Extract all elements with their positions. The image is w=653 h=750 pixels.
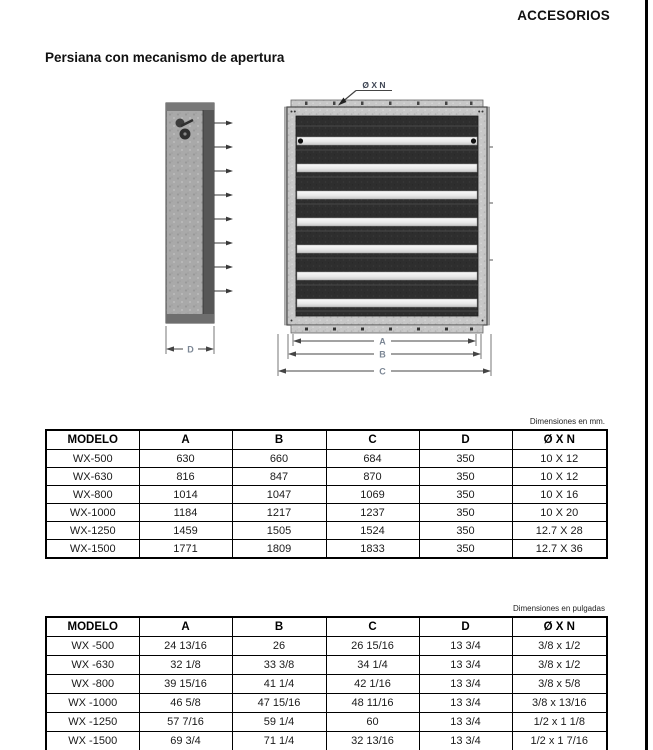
cell-oxn: 1/2 x 1 1/8 bbox=[512, 713, 607, 732]
inches-table-section bbox=[45, 603, 606, 750]
cell-b: 1217 bbox=[232, 504, 326, 522]
cell-b: 26 bbox=[232, 637, 326, 656]
table-row bbox=[46, 522, 607, 540]
table-header-row bbox=[46, 617, 607, 637]
col-header-modelo: MODELO bbox=[46, 617, 139, 637]
col-header-c: C bbox=[326, 617, 419, 637]
cell-a: 1771 bbox=[139, 540, 232, 559]
cell-a: 1014 bbox=[139, 486, 232, 504]
cell-c: 48 11/16 bbox=[326, 694, 419, 713]
col-header-a: A bbox=[139, 617, 232, 637]
cell-modelo: WX -800 bbox=[46, 675, 139, 694]
cell-d: 350 bbox=[419, 450, 512, 468]
mm-table-caption: Dimensiones en mm. bbox=[529, 417, 605, 426]
cell-oxn: 3/8 x 13/16 bbox=[512, 694, 607, 713]
cell-modelo: WX -1000 bbox=[46, 694, 139, 713]
cell-b: 47 15/16 bbox=[232, 694, 326, 713]
cell-c: 42 1/16 bbox=[326, 675, 419, 694]
cell-b: 1505 bbox=[232, 522, 326, 540]
cell-c: 1524 bbox=[326, 522, 419, 540]
cell-b: 660 bbox=[232, 450, 326, 468]
cell-d: 13 3/4 bbox=[419, 732, 512, 750]
cell-oxn: 10 X 16 bbox=[512, 486, 607, 504]
table-row bbox=[46, 450, 607, 468]
cell-a: 1459 bbox=[139, 522, 232, 540]
cell-c: 26 15/16 bbox=[326, 637, 419, 656]
table-row bbox=[46, 694, 607, 713]
cell-d: 13 3/4 bbox=[419, 675, 512, 694]
table-row bbox=[46, 468, 607, 486]
col-header-b: B bbox=[232, 430, 326, 450]
col-header-d: D bbox=[419, 430, 512, 450]
cell-oxn: 3/8 x 1/2 bbox=[512, 656, 607, 675]
col-header-modelo: MODELO bbox=[46, 430, 139, 450]
inches-table-caption: Dimensiones en pulgadas bbox=[512, 604, 605, 613]
cell-c: 34 1/4 bbox=[326, 656, 419, 675]
cell-d: 13 3/4 bbox=[419, 656, 512, 675]
table-row bbox=[46, 504, 607, 522]
cell-modelo: WX -1250 bbox=[46, 713, 139, 732]
col-header-d: D bbox=[419, 617, 512, 637]
cell-c: 1069 bbox=[326, 486, 419, 504]
cell-oxn: 10 X 20 bbox=[512, 504, 607, 522]
cell-modelo: WX-800 bbox=[46, 486, 139, 504]
cell-modelo: WX-1250 bbox=[46, 522, 139, 540]
cell-modelo: WX-500 bbox=[46, 450, 139, 468]
cell-c: 1237 bbox=[326, 504, 419, 522]
cell-d: 13 3/4 bbox=[419, 694, 512, 713]
dimension-a bbox=[293, 337, 476, 347]
cell-oxn: 12.7 X 28 bbox=[512, 522, 607, 540]
cell-oxn: 3/8 x 5/8 bbox=[512, 675, 607, 694]
page-header: ACCESORIOS bbox=[517, 8, 610, 23]
cell-a: 46 5/8 bbox=[139, 694, 232, 713]
col-header-b: B bbox=[232, 617, 326, 637]
cell-modelo: WX-630 bbox=[46, 468, 139, 486]
cell-b: 71 1/4 bbox=[232, 732, 326, 750]
dimension-abc bbox=[278, 334, 491, 377]
hole-callout-label: Ø X N bbox=[362, 80, 386, 90]
table-row bbox=[46, 732, 607, 750]
col-header-oxn: Ø X N bbox=[512, 430, 607, 450]
cell-a: 39 15/16 bbox=[139, 675, 232, 694]
col-header-c: C bbox=[326, 430, 419, 450]
dim-label-d: D bbox=[187, 344, 194, 355]
blade-pins bbox=[214, 121, 233, 294]
table-row bbox=[46, 675, 607, 694]
cell-b: 847 bbox=[232, 468, 326, 486]
cell-modelo: WX -1500 bbox=[46, 732, 139, 750]
front-view bbox=[285, 100, 494, 333]
cell-a: 24 13/16 bbox=[139, 637, 232, 656]
table-row bbox=[46, 713, 607, 732]
table-header-row bbox=[46, 430, 607, 450]
col-header-a: A bbox=[139, 430, 232, 450]
cell-d: 350 bbox=[419, 486, 512, 504]
cell-d: 350 bbox=[419, 504, 512, 522]
cell-oxn: 1/2 x 1 7/16 bbox=[512, 732, 607, 750]
table-row bbox=[46, 637, 607, 656]
cell-b: 1047 bbox=[232, 486, 326, 504]
cell-d: 13 3/4 bbox=[419, 637, 512, 656]
cell-d: 350 bbox=[419, 468, 512, 486]
cell-d: 13 3/4 bbox=[419, 713, 512, 732]
inches-dimensions-table bbox=[45, 616, 608, 750]
cell-b: 59 1/4 bbox=[232, 713, 326, 732]
cell-oxn: 10 X 12 bbox=[512, 450, 607, 468]
cell-oxn: 10 X 12 bbox=[512, 468, 607, 486]
dim-label-a: A bbox=[379, 336, 386, 347]
cell-b: 1809 bbox=[232, 540, 326, 559]
dimension-c bbox=[278, 367, 491, 377]
dim-label-c: C bbox=[379, 366, 386, 377]
cell-c: 32 13/16 bbox=[326, 732, 419, 750]
mm-dimensions-table bbox=[45, 429, 608, 559]
page-title: Persiana con mecanismo de apertura bbox=[45, 50, 285, 65]
table-row bbox=[46, 656, 607, 675]
cell-d: 350 bbox=[419, 522, 512, 540]
mm-table-section bbox=[45, 416, 606, 559]
cell-oxn: 12.7 X 36 bbox=[512, 540, 607, 559]
cell-a: 32 1/8 bbox=[139, 656, 232, 675]
cell-oxn: 3/8 x 1/2 bbox=[512, 637, 607, 656]
cell-a: 1184 bbox=[139, 504, 232, 522]
cell-a: 69 3/4 bbox=[139, 732, 232, 750]
dimension-d bbox=[166, 326, 214, 355]
cell-modelo: WX -500 bbox=[46, 637, 139, 656]
cell-a: 630 bbox=[139, 450, 232, 468]
cell-a: 816 bbox=[139, 468, 232, 486]
side-view bbox=[166, 103, 233, 355]
cell-b: 33 3/8 bbox=[232, 656, 326, 675]
cell-c: 684 bbox=[326, 450, 419, 468]
cell-modelo: WX-1500 bbox=[46, 540, 139, 559]
cell-c: 1833 bbox=[326, 540, 419, 559]
table-row bbox=[46, 540, 607, 559]
table-row bbox=[46, 486, 607, 504]
cell-c: 60 bbox=[326, 713, 419, 732]
cell-modelo: WX-1000 bbox=[46, 504, 139, 522]
cell-a: 57 7/16 bbox=[139, 713, 232, 732]
cell-c: 870 bbox=[326, 468, 419, 486]
cell-d: 350 bbox=[419, 540, 512, 559]
dimension-b bbox=[288, 350, 481, 360]
dim-label-b: B bbox=[379, 349, 386, 360]
col-header-oxn: Ø X N bbox=[512, 617, 607, 637]
cell-modelo: WX -630 bbox=[46, 656, 139, 675]
cell-b: 41 1/4 bbox=[232, 675, 326, 694]
